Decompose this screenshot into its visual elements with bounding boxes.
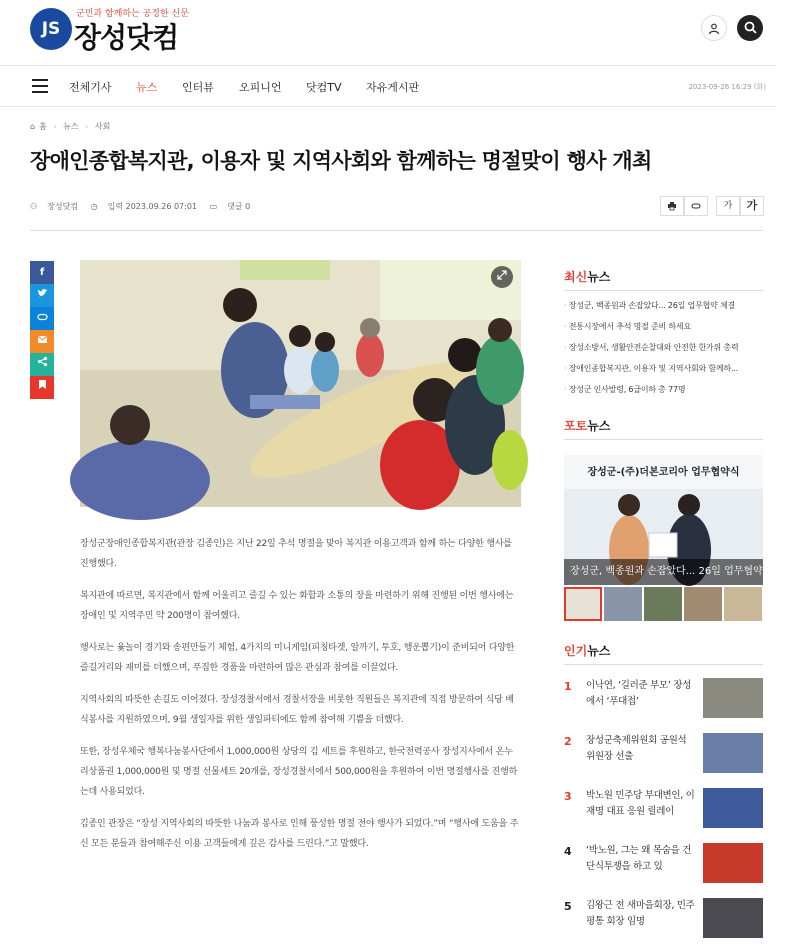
nav-item-tv[interactable]: 닷컴TV: [306, 81, 342, 94]
font-small-button[interactable]: 가: [716, 196, 740, 216]
popular-news-item[interactable]: [564, 841, 763, 896]
popular-news-thumb: [703, 733, 763, 773]
logo-mark: JS: [30, 8, 72, 50]
article-paragraph: 김종인 관장은 “장성 지역사회의 따뜻한 나눔과 봉사로 인해 풍성한 명절 전야 행사가 되었다.”며 “행사에 도움을 주신 모든 분들과 참여해주신 이용 고객들에게 깊은 감사를 드린다.”고 말했다.: [80, 819, 519, 849]
chevron-right-icon: ›: [53, 122, 57, 131]
logo-name: 장성닷컴: [74, 21, 179, 54]
article-paragraph: 또한, 장성우체국 행복나눔봉사단에서 1,000,000원 상당의 김 세트를 후원하고, 한국전력공사 장성지사에서 온누리상품권 1,000,000원 및 명절 선물세트 20개를, 장성경찰서에서 500,000원을 후원하여 이번 명절행사를 진행하는데 사용되었다.: [80, 747, 518, 797]
home-icon: ⌂: [30, 122, 36, 131]
latest-heading-accent: 최신: [564, 270, 588, 284]
comment-count[interactable]: 댓글 0: [227, 202, 251, 211]
popular-news-item[interactable]: [564, 896, 763, 951]
user-icon: [708, 23, 720, 35]
rank-number: 2: [564, 735, 572, 748]
print-button[interactable]: [660, 196, 684, 216]
latest-news-item[interactable]: · 장성소방서, 생활안전순찰대와 안전한 한가위 총력: [564, 342, 763, 363]
current-date: 2023-09-26 16:29 (화): [688, 83, 766, 91]
photo-thumb[interactable]: [684, 587, 722, 621]
more-share-button[interactable]: [30, 353, 54, 376]
rank-number: 1: [564, 680, 572, 693]
article-paragraph: 복지관에 따르면, 복지관에서 함께 어울리고 즐길 수 있는 화합과 소통의 장을 마련하기 위해 진행된 이번 행사에는 장애인 및 지역주민 약 200명이 참여했다.: [80, 591, 514, 621]
sidebar-divider: [564, 290, 763, 291]
article-author: 장성닷컴: [47, 202, 79, 211]
main-nav: [0, 67, 776, 107]
link-icon: [37, 313, 48, 321]
nav-item-news[interactable]: 뉴스: [136, 81, 158, 94]
latest-news-item[interactable]: · 전통시장에서 추석 명절 준비 하세요: [564, 321, 763, 342]
latest-heading-rest: 뉴스: [587, 270, 611, 284]
popular-news-thumb: [703, 788, 763, 828]
nav-item-board[interactable]: 자유게시판: [366, 81, 420, 94]
photo-heading-rest: 뉴스: [587, 419, 611, 433]
font-large-button[interactable]: 가: [740, 196, 764, 216]
sidebar-divider: [564, 664, 763, 665]
facebook-icon: f: [39, 267, 45, 278]
menu-icon[interactable]: [32, 79, 48, 93]
popular-news-thumb: [703, 898, 763, 938]
popular-heading-accent: 인기: [564, 644, 588, 658]
site-header: [0, 0, 776, 66]
popular-news-thumb: [703, 843, 763, 883]
popular-news-title: ‘박노원, 그는 왜 목숨을 건 단식투쟁을 하고 있: [586, 845, 692, 872]
popular-news-title: 박노원 민주당 부대변인, 이재명 대표 응원 릴레이: [586, 790, 695, 817]
rank-number: 3: [564, 790, 572, 803]
comment-icon: ▭: [209, 202, 218, 211]
popular-heading-rest: 뉴스: [587, 644, 611, 658]
popular-news-title: 이낙연, ‘길러준 부모’ 장성에서 ‘푸대접’: [586, 680, 692, 707]
breadcrumb-home[interactable]: 홈: [39, 122, 47, 131]
latest-news-item[interactable]: · 장성군 인사발령, 6급이하 총 77명: [564, 384, 763, 405]
user-button[interactable]: [701, 15, 727, 41]
twitter-icon: [37, 288, 48, 298]
popular-news-thumb: [703, 678, 763, 718]
article-body: [80, 534, 521, 866]
bookmark-button[interactable]: [30, 376, 54, 399]
article-paragraph: 행사로는 윷놀이 경기와 송편만들기 체험, 4가지의 미니게임(피칭타겟, 알까기, 투호, 행운뽑기)이 준비되어 다양한 즐길거리와 재미를 더했으며, 푸짐한 경품을 마련하여 많은 관심과 참여를 이끌었다.: [80, 643, 515, 673]
photo-thumb[interactable]: [564, 587, 602, 621]
sidebar-divider: [564, 439, 763, 440]
popular-news-title: 김왕근 전 새마을회장, 민주평통 회장 임명: [586, 900, 695, 927]
popular-news-title: 장성군축제위원회 공원석 위원장 선출: [586, 735, 687, 762]
logo-slogan: 군민과 함께하는 공정한 신문: [76, 9, 189, 19]
nav-item-opinion[interactable]: 오피니언: [239, 81, 282, 94]
nav-item-all[interactable]: 전체기사: [69, 81, 112, 94]
photo-thumb[interactable]: [604, 587, 642, 621]
article-photo[interactable]: [80, 260, 521, 507]
chevron-right-icon: ›: [85, 122, 89, 131]
popular-news-item[interactable]: [564, 676, 763, 731]
latest-news-list: [564, 300, 763, 405]
breadcrumb: [30, 121, 114, 132]
latest-news-heading[interactable]: [564, 268, 610, 285]
popular-news-item[interactable]: [564, 731, 763, 786]
search-button[interactable]: [737, 15, 763, 41]
link-share-button[interactable]: [30, 307, 54, 330]
photo-news-heading[interactable]: [564, 417, 610, 434]
latest-news-item[interactable]: · 장애인종합복지관, 이용자 및 지역사회와 함께하...: [564, 363, 763, 384]
expand-icon: [497, 270, 507, 280]
popular-news-list: [564, 676, 763, 951]
article-paragraph: 장성군장애인종합복지관(관장 김종인)은 지난 22일 추석 명절을 맞아 복지관 이용고객과 함께 하는 다양한 행사를 진행했다.: [80, 539, 512, 569]
expand-photo-button[interactable]: [491, 266, 513, 288]
page-title: 장애인종합복지관, 이용자 및 지역사회와 함께하는 명절맞이 행사 개최: [30, 149, 652, 173]
mail-icon: [37, 335, 48, 344]
photo-illustration: [80, 260, 521, 507]
photo-news-main[interactable]: [564, 455, 785, 585]
popular-news-heading[interactable]: [564, 642, 610, 659]
breadcrumb-society[interactable]: 사회: [94, 122, 111, 131]
rank-number: 4: [564, 845, 572, 858]
photo-news-thumbnails: [564, 587, 763, 621]
author-icon: ⚇: [30, 202, 38, 211]
search-icon: [744, 21, 757, 34]
photo-news-caption: 장성군, 백종원과 손잡았다... 26일 업무협약 체결: [564, 559, 763, 585]
nav-item-interview[interactable]: 인터뷰: [182, 81, 214, 94]
share-icon: [37, 356, 48, 367]
popular-news-item[interactable]: [564, 786, 763, 841]
mail-share-button[interactable]: [30, 330, 54, 353]
article-date: 입력 2023.09.26 07:01: [107, 202, 198, 211]
title-divider: [30, 230, 763, 231]
rank-number: 5: [564, 900, 572, 913]
photo-thumb[interactable]: [724, 587, 762, 621]
print-icon: [667, 201, 677, 211]
photo-thumb[interactable]: [644, 587, 682, 621]
copy-link-button[interactable]: [684, 196, 708, 216]
link-icon: [691, 201, 701, 211]
photo-heading-accent: 포토: [564, 419, 588, 433]
twitter-share-button[interactable]: [30, 284, 54, 307]
breadcrumb-news[interactable]: 뉴스: [63, 122, 79, 131]
share-bar: [30, 261, 54, 399]
site-logo[interactable]: [30, 6, 205, 52]
bookmark-icon: [38, 379, 47, 390]
facebook-share-button[interactable]: [30, 261, 54, 284]
photo-news-banner: 장성군-(주)더본코리아 업무협약식: [587, 467, 740, 478]
article-meta: [30, 201, 260, 212]
latest-news-item[interactable]: · 장성군, 백종원과 손잡았다... 26일 업무협약 체결: [564, 300, 763, 321]
article-paragraph: 지역사회의 따뜻한 손길도 이어졌다. 장성경찰서에서 경찰서장을 비롯한 직원들은 복지관에 직접 방문하여 식당 배식봉사를 지원하였으며, 9월 생일자를 위한 생일파티에도 함께 참여해 기쁨을 더했다.: [80, 695, 514, 725]
clock-icon: ◷: [90, 202, 98, 211]
